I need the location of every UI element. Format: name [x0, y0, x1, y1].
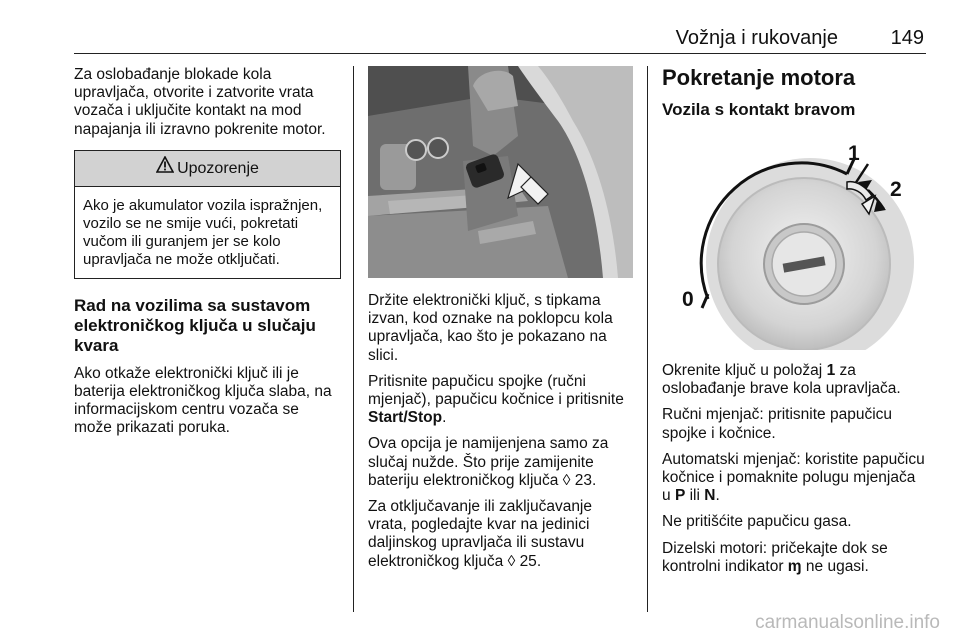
diesel-paragraph: Dizelski motori: pričekajte dok se kontrolni indikator ɱ ne ugasi. [662, 539, 888, 575]
gas-pedal-paragraph: Ne pritišćite papučicu gasa. [662, 513, 852, 531]
page-reference: 23 [574, 471, 592, 489]
warning-box [74, 150, 341, 279]
page-header [74, 26, 926, 54]
watermark: carmanualsonline.info [755, 612, 940, 633]
warning-triangle-icon [156, 151, 174, 187]
hold-key-paragraph: Držite elektronički ključ, s tipkama izvan, kod oznake na poklopcu kola upravljača, kao što je pokazano na slici. [368, 292, 613, 364]
position-0-label: 0 [682, 288, 694, 311]
glow-plug-icon: ɱ [787, 557, 802, 575]
gear-p-label: P [674, 487, 686, 505]
column-divider [647, 66, 648, 612]
section-title: Pokretanje motora [662, 65, 856, 90]
warning-title: Upozorenje [177, 160, 259, 178]
page-reference: 25 [519, 552, 537, 570]
turn-key-paragraph: Okrenite ključ u položaj 1 za oslobađanje brave kola upravljača. [662, 362, 901, 398]
warning-header [75, 151, 340, 187]
gear-n-label: N [704, 487, 716, 505]
automatic-gearbox-paragraph: Automatski mjenjač: koristite papučicu kočnice i pomaknite polugu mjenjača u P ili N. [662, 450, 925, 505]
press-pedal-paragraph: Pritisnite papučicu spojke (ručni mjenjač), papučicu kočnice i pritisnite Start/Stop. [368, 372, 624, 427]
subsection-title: Vozila s kontakt bravom [662, 100, 856, 119]
position-2-label: 2 [890, 178, 902, 201]
left-column [74, 66, 341, 446]
intro-paragraph: Za oslobađanje blokade kola upravljača, otvorite i zatvorite vrata vozača i uključite kontakt na mod napajanja ili izravno pokrenite motor. [74, 66, 326, 138]
section-paragraph: Ako otkaže elektronički ključ ili je baterija elektroničkog ključa slaba, na informacijskom centru vozača se može prikazati poruka. [74, 364, 332, 437]
middle-column [368, 66, 633, 579]
steering-column-photo [368, 66, 633, 278]
position-1-label: 1 [848, 142, 860, 165]
xref-arrow-icon: ◊ [507, 552, 516, 570]
xref-arrow-icon: ◊ [562, 471, 571, 489]
position-1-ref: 1 [826, 362, 836, 379]
unlock-paragraph: Za otključavanje ili zaključavanje vrata, pogledajte kvar na jedinici daljinskog upravljača ili sustavu elektroničkog ključa ◊ 25. [368, 498, 593, 570]
emergency-paragraph: Ova opcija je namijenjena samo za slučaj nužde. Što prije zamijenite bateriju elektroničkog ključa ◊ 23. [368, 435, 609, 489]
section-heading: Rad na vozilima sa sustavom elektroničkog ključa u slučaju kvara [74, 295, 316, 355]
manual-gearbox-paragraph: Ručni mjenjač: pritisnite papučicu spojke i kočnice. [662, 406, 893, 442]
start-stop-label: Start/Stop [368, 409, 443, 427]
right-column [662, 66, 928, 584]
ignition-dial-illustration [662, 134, 928, 350]
warning-text: Ako je akumulator vozila ispražnjen, vozilo se ne smije vući, pokretati vučom ili guranjem jer se kolo upravljača ne može otključati. [83, 196, 323, 268]
page-number: 149 [890, 27, 924, 49]
column-divider [353, 66, 354, 612]
chapter-title: Vožnja i rukovanje [675, 27, 838, 49]
